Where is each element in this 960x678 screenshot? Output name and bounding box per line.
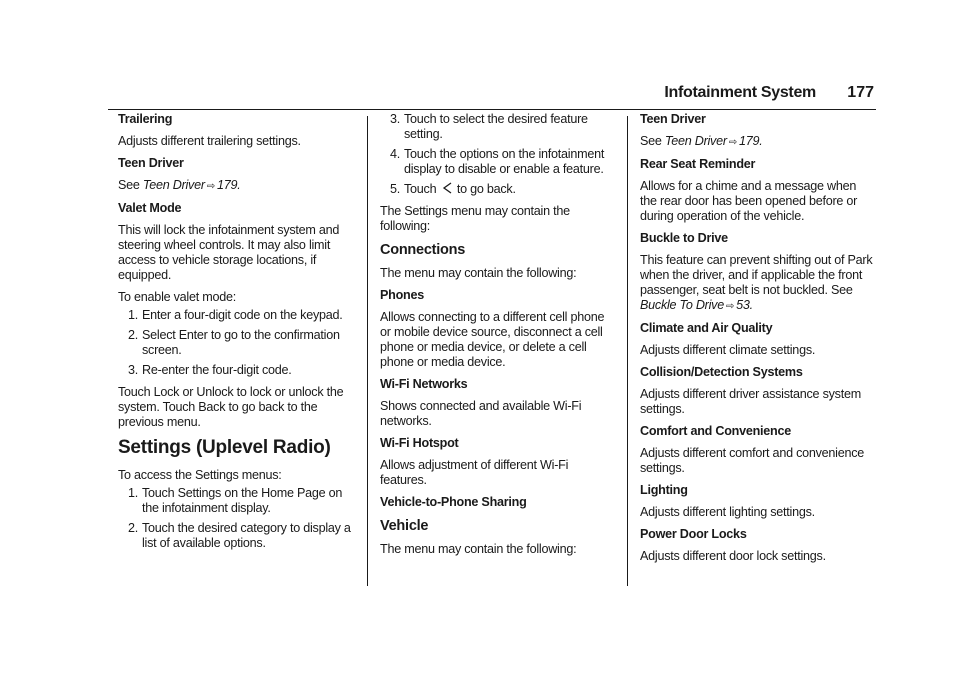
connections-text: The menu may contain the following: [380, 266, 577, 280]
list-item: 2. Touch the desired category to display a list of available options. [127, 521, 351, 550]
trailering-heading: Trailering [118, 112, 173, 126]
comfort-convenience-text: Adjusts different comfort and convenience settings. [640, 446, 865, 475]
vehicle-text: The menu may contain the following: [380, 542, 577, 556]
vehicle-heading: Vehicle [380, 518, 429, 534]
column-2 [380, 112, 614, 564]
page-reference-arrow-icon: ⇨ [725, 301, 735, 312]
lighting-text: Adjusts different lighting settings. [640, 505, 815, 519]
teen-driver-text [640, 134, 876, 150]
list-item: 1. Enter a four-digit code on the keypad. [127, 308, 343, 322]
settings-steps-list [118, 486, 354, 551]
wifi-hotspot-heading: Wi-Fi Hotspot [380, 436, 459, 450]
column-1 [118, 112, 354, 558]
section-title: Infotainment System [664, 84, 816, 101]
lighting-heading: Lighting [640, 483, 688, 497]
wifi-networks-text: Shows connected and available Wi-Fi networks. [380, 399, 582, 428]
collision-detection-text: Adjusts different driver assistance system settings. [640, 387, 861, 416]
buckle-to-drive-link[interactable]: Buckle To Drive [640, 298, 724, 312]
buckle-to-drive-page[interactable]: 53. [736, 298, 753, 312]
buckle-to-drive-text: This feature can prevent shifting out of Park when the driver, and if applicable the front passenger, seat belt is not buckled. See Buckle To Drive ⇨ 53. [640, 253, 873, 312]
connections-heading: Connections [380, 242, 466, 258]
power-door-locks-heading: Power Door Locks [640, 527, 747, 541]
collision-detection-heading: Collision/Detection Systems [640, 365, 803, 379]
trailering-text: Adjusts different trailering settings. [118, 134, 301, 148]
teen-driver-link[interactable]: Teen Driver [142, 178, 205, 192]
phones-text: Allows connecting to a different cell phone or mobile device source, disconnect a cell phone or media device, or delete a cell phone or media device. [380, 310, 605, 369]
teen-driver-heading: Teen Driver [640, 112, 706, 126]
settings-steps-continued [380, 112, 614, 197]
list-item: 3. Re-enter the four-digit code. [127, 363, 292, 377]
power-door-locks-text: Adjusts different door lock settings. [640, 549, 826, 563]
column-divider [367, 116, 368, 586]
teen-driver-heading: Teen Driver [118, 156, 184, 170]
climate-text: Adjusts different climate settings. [640, 343, 816, 357]
header-rule [108, 109, 876, 110]
climate-heading: Climate and Air Quality [640, 321, 773, 335]
page-header [108, 82, 876, 110]
phones-heading: Phones [380, 288, 424, 302]
list-item: 5. Touch to go back. [389, 182, 516, 196]
teen-driver-link[interactable]: Teen Driver [664, 134, 727, 148]
settings-intro-text: To access the Settings menus: [118, 468, 282, 482]
comfort-convenience-heading: Comfort and Convenience [640, 424, 791, 438]
vehicle-to-phone-heading: Vehicle-to-Phone Sharing [380, 495, 527, 509]
column-3 [640, 112, 876, 571]
list-item: 4. Touch the options on the infotainment display to disable or enable a feature. [389, 147, 605, 176]
valet-mode-heading: Valet Mode [118, 201, 182, 215]
lock-unlock-text: Touch Lock or Unlock to lock or unlock the system. Touch Back to go back to the previous menu. [118, 385, 344, 429]
buckle-to-drive-heading: Buckle to Drive [640, 231, 728, 245]
settings-section-heading: Settings (Uplevel Radio) [118, 437, 331, 458]
teen-driver-page[interactable]: 179. [738, 134, 763, 148]
rear-seat-reminder-text: Allows for a chime and a message when the rear door has been opened before or during operation of the vehicle. [640, 179, 858, 223]
back-chevron-icon [442, 182, 452, 194]
list-item: 2. Select Enter to go to the confirmation screen. [127, 328, 340, 357]
list-item: 3. Touch to select the desired feature setting. [389, 112, 588, 141]
see-label: See [640, 134, 662, 148]
teen-driver-text [118, 178, 354, 194]
rear-seat-reminder-heading: Rear Seat Reminder [640, 157, 756, 171]
valet-enable-text: To enable valet mode: [118, 290, 236, 304]
wifi-networks-heading: Wi-Fi Networks [380, 377, 468, 391]
wifi-hotspot-text: Allows adjustment of different Wi-Fi features. [380, 458, 569, 487]
column-divider [627, 116, 628, 586]
page-number: 177 [847, 84, 874, 101]
valet-mode-text: This will lock the infotainment system and steering wheel controls. It may also limit access to vehicle storage locations, if equipped. [118, 223, 340, 282]
page-reference-arrow-icon: ⇨ [728, 137, 737, 148]
valet-steps-list [118, 308, 354, 378]
page-reference-arrow-icon: ⇨ [206, 181, 215, 192]
list-item: 1. Touch Settings on the Home Page on the infotainment display. [127, 486, 343, 515]
settings-menu-text: The Settings menu may contain the following: [380, 204, 570, 233]
see-label: See [118, 178, 140, 192]
teen-driver-page[interactable]: 179. [216, 178, 241, 192]
